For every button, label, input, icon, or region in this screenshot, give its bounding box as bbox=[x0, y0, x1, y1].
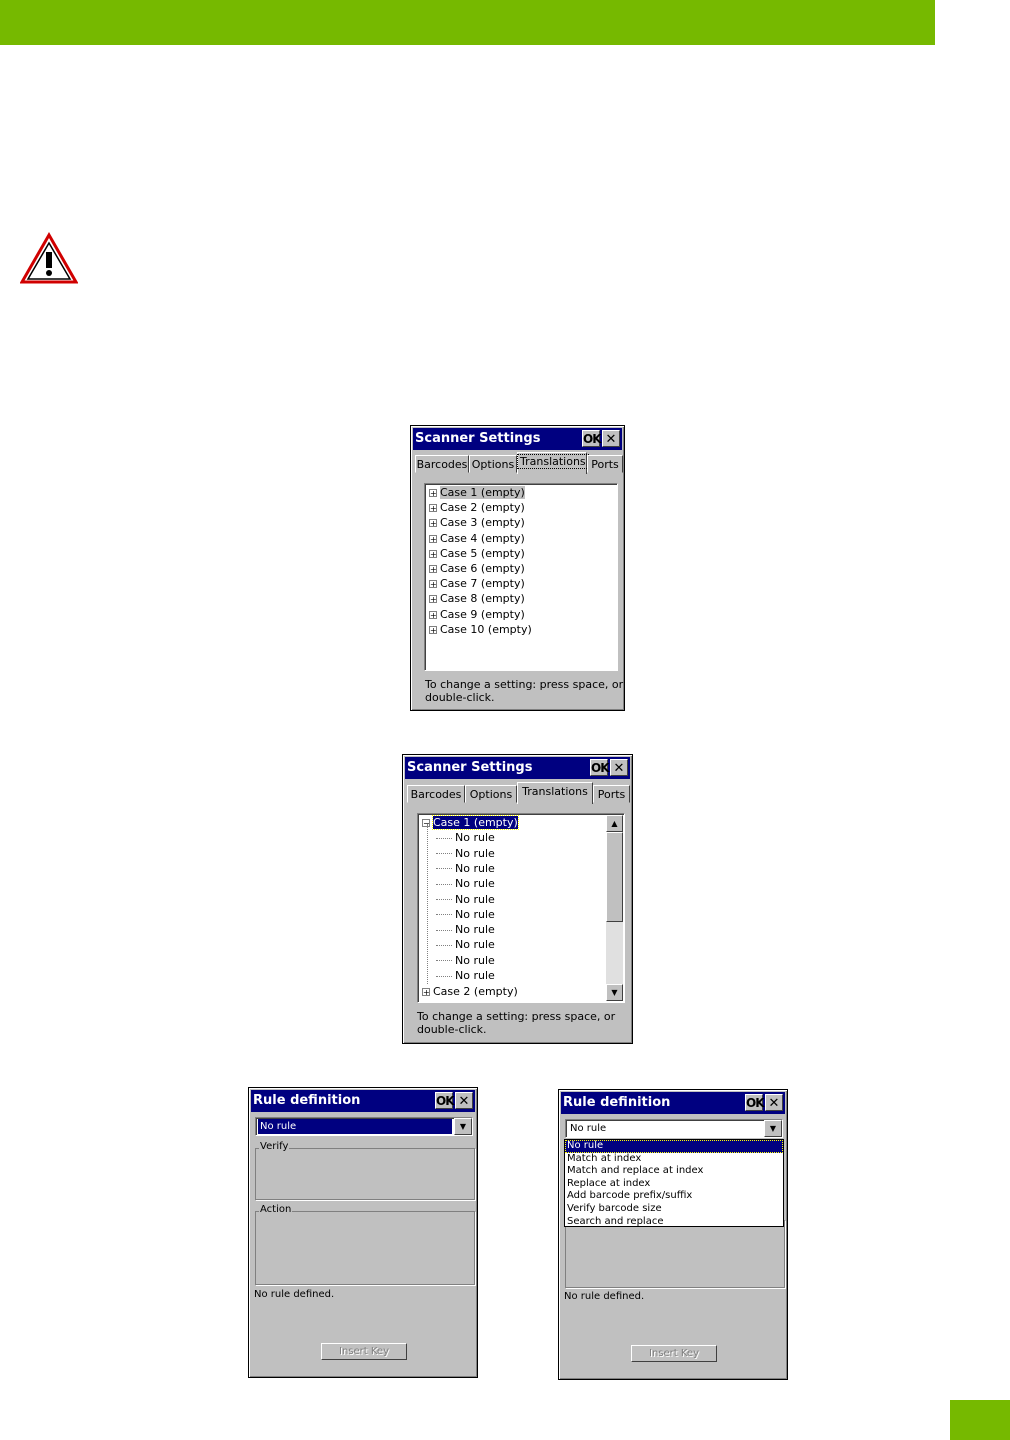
status-text: No rule defined. bbox=[564, 1291, 645, 1302]
rule-type-select[interactable] bbox=[255, 1117, 473, 1136]
dropdown-option[interactable]: Add barcode prefix/suffix bbox=[567, 1190, 693, 1202]
rule-label: No rule bbox=[455, 892, 495, 906]
collapse-icon[interactable]: − bbox=[423, 819, 430, 828]
rule-label: No rule bbox=[455, 907, 495, 921]
tree-rule-item[interactable] bbox=[436, 907, 495, 922]
vertical-scrollbar[interactable] bbox=[606, 815, 623, 1001]
warning-triangle-icon bbox=[20, 232, 78, 284]
tree-node-case[interactable] bbox=[429, 531, 525, 546]
dropdown-option[interactable]: Search and replace bbox=[567, 1215, 664, 1227]
tree-node-case[interactable] bbox=[422, 984, 518, 999]
scroll-thumb[interactable] bbox=[606, 832, 623, 922]
action-label: Action bbox=[260, 1204, 292, 1215]
tab-ports[interactable]: Ports bbox=[587, 455, 623, 473]
rule-label: No rule bbox=[455, 923, 495, 937]
close-icon[interactable]: ✕ bbox=[765, 1094, 783, 1111]
rule-label: No rule bbox=[455, 969, 495, 982]
scanner-settings-window-collapsed bbox=[410, 425, 625, 711]
expand-icon[interactable]: + bbox=[430, 489, 437, 498]
rule-type-dropdown-list[interactable] bbox=[564, 1139, 784, 1227]
verify-group bbox=[255, 1141, 475, 1200]
tab-ports[interactable]: Ports bbox=[593, 785, 630, 803]
tab-translations[interactable] bbox=[517, 782, 593, 804]
tree-node-label: Case 7 (empty) bbox=[440, 577, 525, 591]
dropdown-option[interactable]: Verify barcode size bbox=[567, 1202, 662, 1214]
tree-rule-item[interactable] bbox=[436, 937, 495, 952]
rule-label: No rule bbox=[455, 953, 495, 967]
window-title: Scanner Settings bbox=[407, 760, 533, 775]
tree-node-label: Case 2 (empty) bbox=[433, 985, 518, 998]
rule-label: No rule bbox=[455, 861, 495, 875]
tree-connector bbox=[436, 976, 452, 977]
ok-button[interactable]: OK bbox=[591, 761, 609, 775]
tab-label: Translations bbox=[522, 785, 588, 798]
rule-label: No rule bbox=[455, 877, 495, 891]
tab-label: Translations bbox=[520, 455, 586, 468]
scroll-down-icon[interactable]: ▼ bbox=[606, 984, 623, 1001]
window-titlebar bbox=[561, 1092, 785, 1114]
hint-line-2: double-click. bbox=[425, 691, 495, 704]
tree-node-case[interactable] bbox=[429, 485, 525, 500]
header-bar bbox=[0, 0, 935, 45]
tree-rule-item[interactable] bbox=[436, 892, 495, 907]
tree-node-label: Case 10 (empty) bbox=[440, 622, 532, 636]
window-title: Scanner Settings bbox=[415, 431, 541, 446]
insert-key-button[interactable]: Insert Key bbox=[321, 1343, 407, 1360]
tree-node-label: Case 4 (empty) bbox=[440, 531, 525, 545]
hint-line-1: To change a setting: press space, or bbox=[425, 678, 624, 691]
action-group bbox=[255, 1204, 475, 1285]
tree-node-label: Case 1 (empty) bbox=[440, 486, 525, 499]
expand-icon[interactable]: + bbox=[430, 519, 437, 529]
tree-connector bbox=[436, 914, 452, 915]
ok-button[interactable]: OK bbox=[746, 1096, 764, 1110]
close-icon[interactable]: ✕ bbox=[610, 759, 628, 776]
window-title: Rule definition bbox=[253, 1093, 361, 1108]
dropdown-option[interactable]: Replace at index bbox=[567, 1177, 651, 1189]
status-text: No rule defined. bbox=[254, 1289, 335, 1300]
tree-node-case[interactable] bbox=[429, 576, 525, 591]
tree-node-label: Case 6 (empty) bbox=[440, 562, 525, 575]
scanner-settings-window-expanded bbox=[402, 754, 633, 1044]
tree-rule-item[interactable] bbox=[436, 922, 495, 937]
tree-rule-item[interactable] bbox=[436, 846, 495, 861]
tree-node-case-expanded[interactable] bbox=[422, 815, 518, 830]
expand-icon[interactable]: + bbox=[430, 595, 437, 605]
page-number-tab bbox=[950, 1400, 1010, 1440]
tab-barcodes[interactable]: Barcodes bbox=[415, 455, 469, 473]
tree-rule-item[interactable] bbox=[436, 953, 495, 968]
tree-node-label: Case 9 (empty) bbox=[440, 607, 525, 621]
chevron-down-icon[interactable]: ▼ bbox=[764, 1120, 782, 1137]
close-icon[interactable]: ✕ bbox=[602, 430, 620, 447]
dropdown-option[interactable]: No rule bbox=[565, 1140, 783, 1153]
tree-rule-item[interactable] bbox=[436, 876, 495, 891]
tree-connector bbox=[436, 868, 452, 869]
window-titlebar bbox=[413, 428, 622, 450]
tree-node-label: Case 8 (empty) bbox=[440, 592, 525, 606]
dropdown-option[interactable]: Match at index bbox=[567, 1152, 642, 1164]
close-icon[interactable]: ✕ bbox=[455, 1092, 473, 1109]
expand-icon[interactable]: + bbox=[430, 625, 437, 635]
ok-button[interactable]: OK bbox=[436, 1094, 454, 1108]
insert-key-button[interactable]: Insert Key bbox=[631, 1345, 717, 1362]
rule-definition-window bbox=[248, 1087, 478, 1378]
translations-tree[interactable] bbox=[424, 483, 618, 671]
scroll-up-icon[interactable]: ▲ bbox=[606, 815, 623, 832]
rule-label: No rule bbox=[455, 846, 495, 860]
tree-node-case[interactable] bbox=[429, 561, 525, 576]
expand-icon[interactable]: + bbox=[423, 988, 430, 997]
tree-node-case[interactable] bbox=[429, 591, 525, 606]
tree-rule-item[interactable] bbox=[436, 968, 495, 983]
tree-node-label: Case 1 (empty) bbox=[433, 816, 518, 829]
expand-icon[interactable]: + bbox=[430, 580, 437, 590]
tab-barcodes[interactable]: Barcodes bbox=[407, 785, 465, 803]
rule-label: No rule bbox=[455, 938, 495, 952]
rule-type-value: No rule bbox=[258, 1119, 452, 1134]
hint-line-2: double-click. bbox=[417, 1023, 487, 1036]
chevron-down-icon[interactable]: ▼ bbox=[454, 1118, 472, 1135]
tree-connector bbox=[436, 884, 452, 885]
tree-node-case[interactable] bbox=[429, 546, 525, 561]
expand-icon[interactable]: + bbox=[430, 549, 437, 559]
expand-icon[interactable]: + bbox=[430, 534, 437, 544]
tree-connector bbox=[436, 930, 452, 931]
window-titlebar bbox=[405, 757, 630, 779]
tree-node-label: Case 3 (empty) bbox=[440, 516, 525, 530]
dropdown-option[interactable]: Match and replace at index bbox=[567, 1165, 704, 1177]
window-title: Rule definition bbox=[563, 1095, 671, 1110]
tree-connector bbox=[436, 853, 452, 854]
hint-line-1: To change a setting: press space, or bbox=[417, 1010, 616, 1023]
rule-type-value: No rule bbox=[570, 1123, 607, 1134]
tree-connector bbox=[427, 824, 428, 984]
tree-connector bbox=[436, 838, 452, 839]
action-group bbox=[565, 1220, 785, 1288]
tab-translations[interactable] bbox=[517, 452, 587, 474]
expand-icon[interactable]: + bbox=[430, 565, 437, 574]
ok-button[interactable]: OK bbox=[583, 432, 601, 446]
rule-label: No rule bbox=[455, 831, 495, 845]
tree-node-case[interactable] bbox=[429, 500, 525, 515]
expand-icon[interactable]: + bbox=[430, 504, 437, 514]
rule-definition-window-dropdown bbox=[558, 1089, 788, 1380]
tree-node-case[interactable] bbox=[429, 622, 532, 637]
tree-connector bbox=[436, 899, 452, 900]
rule-type-select[interactable] bbox=[565, 1119, 783, 1138]
tab-options[interactable]: Options bbox=[465, 785, 517, 803]
tab-options[interactable]: Options bbox=[469, 455, 517, 473]
tree-connector bbox=[436, 960, 452, 961]
tree-connector bbox=[436, 945, 452, 946]
window-titlebar bbox=[251, 1090, 475, 1112]
verify-label: Verify bbox=[260, 1141, 289, 1152]
translations-tree[interactable] bbox=[417, 813, 625, 1003]
tree-node-case[interactable] bbox=[429, 607, 525, 622]
expand-icon[interactable]: + bbox=[430, 610, 437, 620]
tree-node-case[interactable] bbox=[429, 515, 525, 530]
tree-node-label: Case 2 (empty) bbox=[440, 501, 525, 515]
tree-rule-item[interactable] bbox=[436, 861, 495, 876]
tree-rule-item[interactable] bbox=[436, 830, 495, 845]
tree-node-label: Case 5 (empty) bbox=[440, 546, 525, 560]
